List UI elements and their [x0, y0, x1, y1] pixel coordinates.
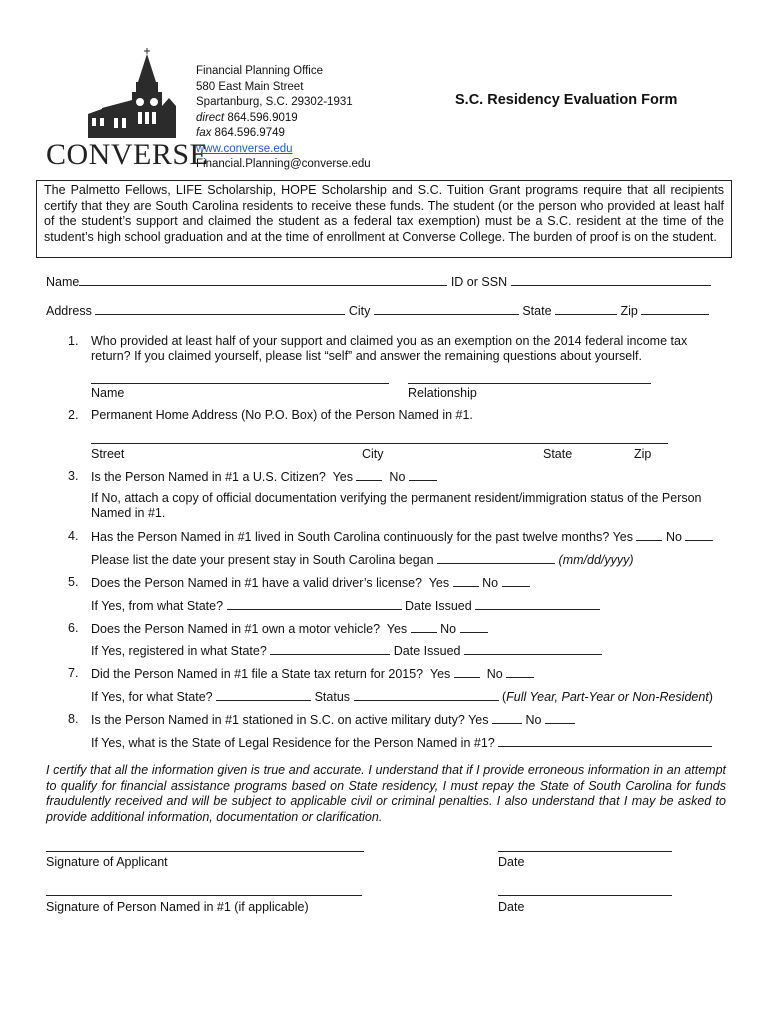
- q7-status-label: Status: [314, 690, 351, 704]
- address-field[interactable]: [95, 303, 345, 315]
- id-field[interactable]: [511, 274, 711, 286]
- zip-label: Zip: [620, 304, 638, 318]
- q3-no-label: No: [389, 470, 406, 484]
- address-label: Address: [46, 304, 92, 318]
- q8-state-field[interactable]: [498, 735, 712, 747]
- q1-relationship-field[interactable]: [408, 383, 651, 384]
- q8-no-label: No: [525, 713, 542, 727]
- q5-sub-text: If Yes, from what State?: [91, 599, 224, 613]
- person-date-label: Date: [498, 900, 525, 914]
- q4-sub-row: [91, 552, 634, 567]
- direct-number: 864.596.9019: [227, 111, 298, 124]
- q1-name-field[interactable]: [91, 383, 389, 384]
- q3-sub-line1: If No, attach a copy of official documentation verifying the permanent resident/immigration status of the Person: [91, 491, 702, 505]
- q7-state-field[interactable]: [216, 689, 311, 701]
- q7-no-label: No: [486, 667, 503, 681]
- person-signature-label: Signature of Person Named in #1 (if applicable): [46, 900, 309, 914]
- id-label: ID or SSN: [450, 275, 508, 289]
- q5-date-issued-label: Date Issued: [405, 599, 472, 613]
- q7-number: 7.: [68, 666, 79, 680]
- logo-wordmark: CONVERSE: [46, 138, 209, 171]
- website-link[interactable]: www.converse.edu: [196, 142, 293, 155]
- q2-state-label: State: [543, 447, 573, 461]
- q5-sub-row: [91, 598, 600, 613]
- q5-number: 5.: [68, 575, 79, 589]
- q4-date-format: (mm/dd/yyyy): [558, 553, 634, 567]
- q7-text: Did the Person Named in #1 file a State tax return for 2015?: [91, 667, 424, 681]
- q3-number: 3.: [68, 469, 79, 483]
- q6-number: 6.: [68, 621, 79, 635]
- q6-date-issued-label: Date Issued: [393, 644, 461, 658]
- q3-yes-field[interactable]: [356, 469, 382, 481]
- q3-yes-label: Yes: [332, 470, 353, 484]
- q8-yes-label: Yes: [468, 713, 489, 727]
- q4-text: Has the Person Named in #1 lived in South Carolina continuously for the past twelve months?: [91, 530, 610, 544]
- q5-yes-label: Yes: [428, 576, 450, 590]
- q3-text: Is the Person Named in #1 a U.S. Citizen?: [91, 470, 326, 484]
- q3-row: [91, 469, 437, 484]
- q7-no-field[interactable]: [506, 666, 534, 678]
- state-label: State: [522, 304, 552, 318]
- q6-no-label: No: [440, 622, 457, 636]
- q1-text-line1: Who provided at least half of your support and claimed you as an exemption on the 2014 federal income tax: [91, 334, 688, 348]
- office-address: [196, 64, 371, 173]
- q1-text-line2: return? If you claimed yourself, please list “self” and answer the remaining questions about yourself.: [91, 349, 642, 363]
- q7-status-field[interactable]: [354, 689, 499, 701]
- office-email[interactable]: Financial.Planning@converse.edu: [196, 158, 371, 170]
- q6-text: Does the Person Named in #1 own a motor vehicle?: [91, 622, 381, 636]
- q7-sub-row: If Yes, for what State? Status (Full Year, Part-Year or Non-Resident): [91, 690, 713, 704]
- q8-number: 8.: [68, 712, 79, 726]
- q5-text: Does the Person Named in #1 have a valid driver’s license?: [91, 576, 422, 590]
- q4-sub-text: Please list the date your present stay in South Carolina began: [91, 553, 434, 567]
- q5-state-field[interactable]: [227, 598, 402, 610]
- office-city: Spartanburg, S.C. 29302-1931: [196, 96, 353, 108]
- q7-status-options: Full Year, Part-Year or Non-Resident: [506, 690, 709, 704]
- q8-no-field[interactable]: [545, 712, 575, 724]
- q2-zip-label: Zip: [634, 447, 652, 461]
- q7-sub-text: If Yes, for what State?: [91, 690, 213, 704]
- q1-relationship-label: Relationship: [408, 386, 477, 400]
- q4-yes-field[interactable]: [636, 529, 662, 541]
- q4-yes-label: Yes: [612, 530, 633, 544]
- q2-text: Permanent Home Address (No P.O. Box) of the Person Named in #1.: [91, 408, 473, 422]
- q2-city-label: City: [362, 447, 384, 461]
- q5-yes-field[interactable]: [453, 575, 479, 587]
- direct-label: direct: [196, 111, 225, 124]
- q1-name-label: Name: [91, 386, 125, 400]
- q6-no-field[interactable]: [460, 621, 488, 633]
- q8-text: Is the Person Named in #1 stationed in S.C. on active military duty?: [91, 713, 465, 727]
- fax-label: fax: [196, 127, 212, 139]
- person-signature-field[interactable]: [46, 895, 362, 896]
- q5-no-label: No: [482, 576, 499, 590]
- q7-yes-label: Yes: [429, 667, 451, 681]
- certification-statement: I certify that all the information given is true and accurate. I understand that if I provide erroneous information in an attempt to qualify for financial assistance programs based on State residency, I must repay the State of South Carolina for funds fraudulently received and will be subject to applicable civil or criminal penalties. I also understand that I may be asked to provide additional information, documentation or clarification.: [46, 763, 726, 825]
- applicant-signature-field[interactable]: [46, 851, 364, 852]
- q8-yes-field[interactable]: [492, 712, 522, 724]
- q6-yes-label: Yes: [386, 622, 408, 636]
- q5-date-issued-field[interactable]: [475, 598, 600, 610]
- q4-date-field[interactable]: [437, 552, 555, 564]
- q7-yes-field[interactable]: [454, 666, 480, 678]
- q6-row: [91, 621, 488, 636]
- name-label: Name: [46, 275, 80, 289]
- q1-number: 1.: [68, 334, 79, 348]
- q2-street-label: Street: [91, 447, 125, 461]
- q4-no-label: No: [665, 530, 682, 544]
- q3-sub-line2: Named in #1.: [91, 506, 166, 520]
- q6-date-issued-field[interactable]: [464, 643, 602, 655]
- q8-row: [91, 712, 575, 727]
- q5-row: [91, 575, 530, 590]
- clock-tower-icon: [88, 48, 176, 138]
- applicant-signature-label: Signature of Applicant: [46, 855, 168, 869]
- q6-state-field[interactable]: [270, 643, 390, 655]
- q4-no-field[interactable]: [685, 529, 713, 541]
- q4-row: [91, 529, 713, 544]
- applicant-date-field[interactable]: [498, 851, 672, 852]
- q8-sub-text: If Yes, what is the State of Legal Residence for the Person Named in #1?: [91, 736, 495, 750]
- intro-box: The Palmetto Fellows, LIFE Scholarship, HOPE Scholarship and S.C. Tuition Grant programs require that all recipients certify that they are South Carolina residents to receive these funds. The student (or the person who provided at least half of the student’s support and claimed the student as a federal tax exemption) must be a S.C. resident at the time of the student’s high school graduation and at the time of enrollment at Converse College. The burden of proof is on the student.: [36, 180, 732, 258]
- q6-yes-field[interactable]: [411, 621, 437, 633]
- form-title: S.C. Residency Evaluation Form: [455, 92, 678, 108]
- person-date-field[interactable]: [498, 895, 672, 896]
- q5-no-field[interactable]: [502, 575, 530, 587]
- fax-number: 864.596.9749: [214, 127, 285, 139]
- applicant-date-label: Date: [498, 855, 525, 869]
- q2-number: 2.: [68, 408, 79, 422]
- q6-sub-row: [91, 643, 602, 658]
- q2-address-field[interactable]: [91, 443, 668, 444]
- state-field[interactable]: [555, 303, 617, 315]
- q7-row: [91, 666, 534, 681]
- name-field[interactable]: [79, 274, 447, 286]
- zip-field[interactable]: [641, 303, 709, 315]
- address-row: [46, 303, 709, 318]
- q8-sub-row: [91, 735, 712, 750]
- office-name: Financial Planning Office: [196, 65, 323, 77]
- office-street: 580 East Main Street: [196, 80, 304, 93]
- city-label: City: [348, 304, 371, 318]
- name-row: [46, 274, 711, 289]
- q3-no-field[interactable]: [409, 469, 437, 481]
- q6-sub-text: If Yes, registered in what State?: [91, 644, 267, 658]
- city-field[interactable]: [374, 303, 519, 315]
- q4-number: 4.: [68, 529, 79, 543]
